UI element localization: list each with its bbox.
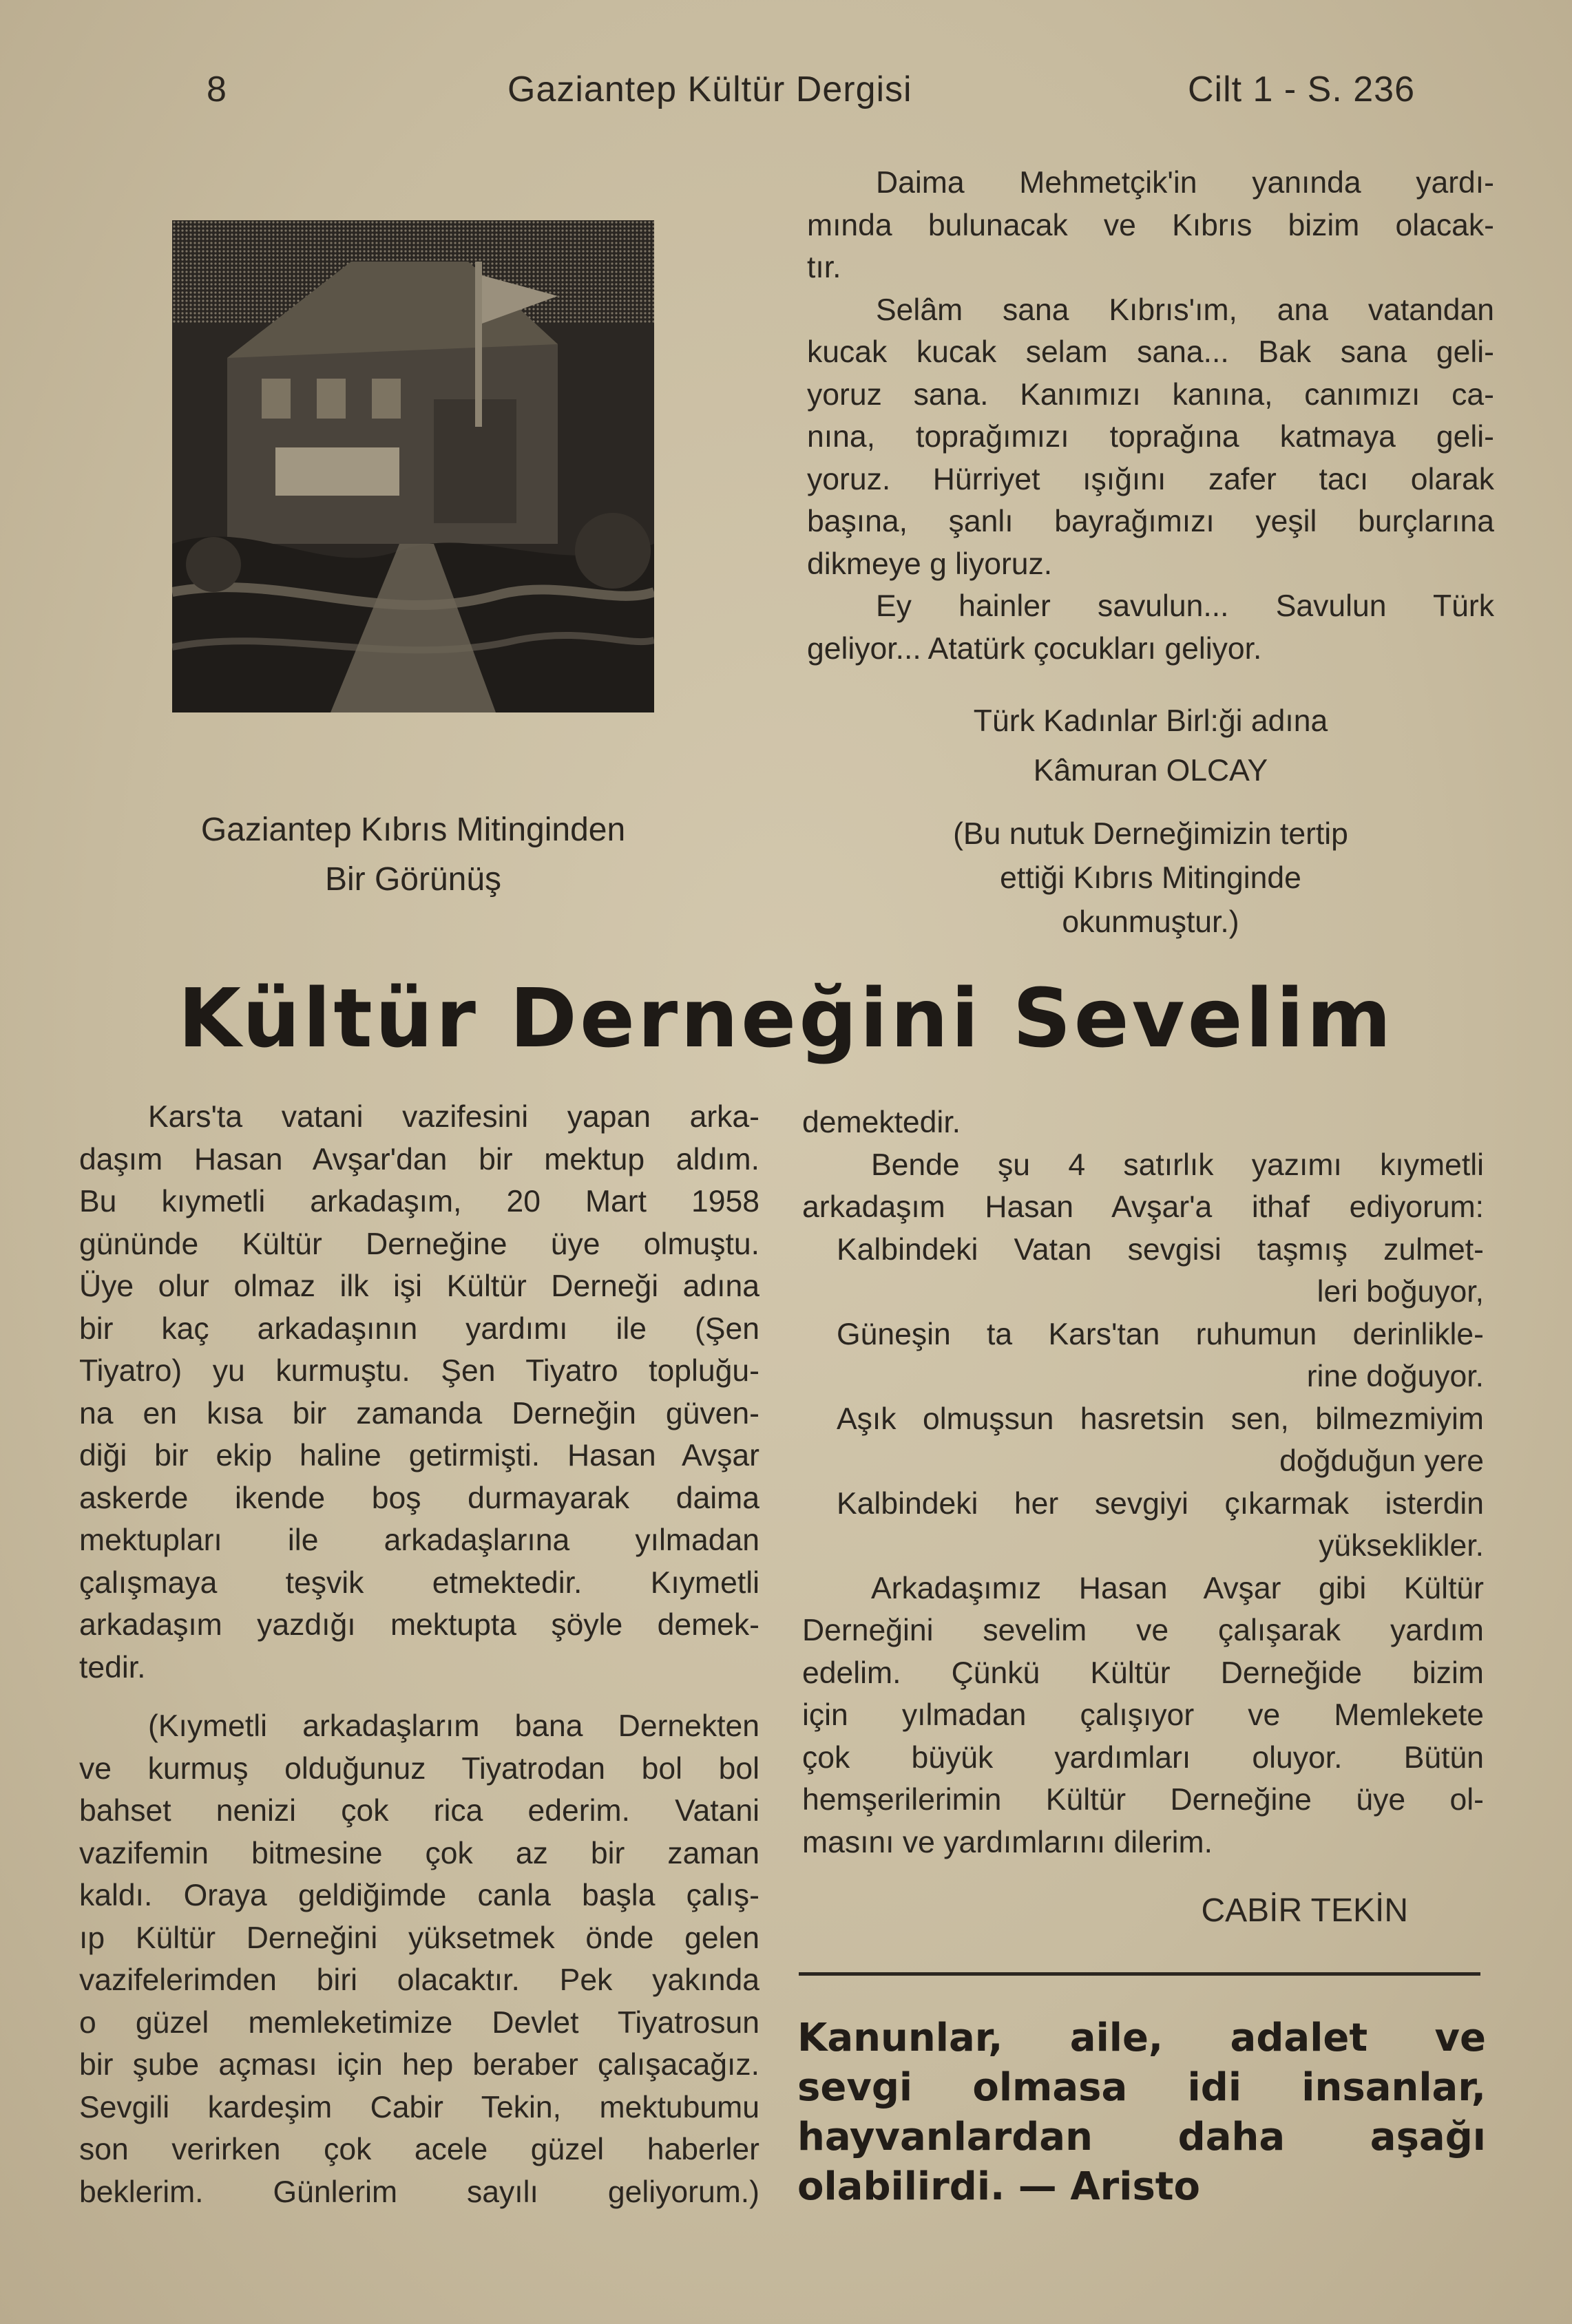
note-line: okunmuştur.) [1062, 905, 1239, 939]
note-line: (Bu nutuk Derneğimizin tertip [953, 817, 1348, 851]
article-title: Kültür Derneğini Sevelim [178, 971, 1394, 1066]
speech-line: geliyor... Atatürk çocukları geliyor. [807, 631, 1262, 666]
article-line: beklerim. Günlerim sayılı geliyorum.) [79, 2175, 759, 2209]
article-line: demektedir. [802, 1106, 961, 1139]
quote-line: Kanunlar, aile, adalet ve [797, 2016, 1486, 2060]
note-line: ettiği Kıbrıs Mitinginde [1000, 861, 1301, 895]
speech-line: yoruz. Hürriyet ışığını zafer tacı olarak [807, 462, 1494, 496]
poem-line: leri boğuyor, [1317, 1275, 1484, 1309]
article-line: hemşerilerimin Kültür Derneğine üye ol- [802, 1783, 1484, 1817]
journal-title: Gaziantep Kültür Dergisi [507, 70, 912, 109]
article-line: Tiyatro) yu kurmuştu. Şen Tiyatro topluğu- [79, 1354, 759, 1388]
article-line: edelim. Çünkü Kültür Derneğide bizim [802, 1656, 1484, 1690]
article-line: arkadaşım Hasan Avşar'a ithaf ediyorum: [802, 1190, 1484, 1224]
article-line: masını ve yardımlarını dilerim. [802, 1825, 1213, 1859]
speech-line: nına, toprağımızı toprağına katmaya geli- [807, 420, 1494, 454]
article-line: vazifemin bitmesine çok az bir zaman [79, 1836, 759, 1870]
article-line: gününde Kültür Derneğine üye olmuştu. [79, 1227, 759, 1261]
article-line: Bu kıymetli arkadaşım, 20 Mart 1958 [79, 1185, 759, 1218]
article-line: Sevgili kardeşim Cabir Tekin, mektubumu [79, 2090, 759, 2124]
poem-line: Kalbindeki her sevgiyi çıkarmak isterdin [837, 1486, 1484, 1521]
article-line: bir şube açması için hep beraber çalışacağız. [79, 2048, 759, 2082]
article-line: daşım Hasan Avşar'dan bir mektup aldım. [79, 1142, 759, 1176]
article-line: Derneğini sevelim ve çalışarak yardım [802, 1614, 1484, 1647]
article-line: o güzel memleketimize Devlet Tiyatrosun [79, 2005, 759, 2040]
article-line: kaldı. Oraya geldiğimde canla başla çalış- [79, 1879, 759, 1912]
article-line: son verirken çok acele güzel haberler [79, 2133, 759, 2166]
article-line: Kars'ta vatani vazifesini yapan arka- [148, 1100, 759, 1134]
poem-line: Güneşin ta Kars'tan ruhumun derinlikle- [837, 1317, 1484, 1351]
article-left-column [79, 1096, 759, 2213]
article-line: tedir. [79, 1650, 146, 1684]
issue-info: Cilt 1 - S. 236 [1188, 70, 1416, 109]
speech-line: Ey hainler savulun... Savulun Türk [876, 589, 1494, 623]
article-author: CABİR TEKİN [1201, 1892, 1408, 1929]
article-line: (Kıymetli arkadaşlarım bana Dernekten [148, 1709, 759, 1743]
poem-line: yükseklikler. [1319, 1529, 1484, 1563]
article-line: arkadaşım yazdığı mektupta şöyle demek- [79, 1608, 759, 1642]
article-line: çalışmaya teşvik etmektedir. Kıymetli [79, 1565, 759, 1600]
speech-line: dikmeye g liyoruz. [807, 547, 1053, 581]
article-line: bir kaç arkadaşının yardımı ile (Şen [79, 1311, 759, 1346]
speech-note [807, 812, 1494, 944]
speech-line: mında bulunacak ve Kıbrıs bizim olacak- [807, 208, 1494, 242]
speech-line: yoruz sana. Kanımızı kanına, canımızı ca- [807, 377, 1494, 412]
article-line: mektupları ile arkadaşlarına yılmadan [79, 1523, 759, 1557]
poem-line: rine doğuyor. [1306, 1360, 1484, 1393]
page-number: 8 [207, 70, 227, 109]
poem-line: doğduğun yere [1279, 1444, 1484, 1478]
article-line: Arkadaşımız Hasan Avşar gibi Kültür [871, 1571, 1484, 1605]
rally-photo-image [172, 220, 654, 712]
speech-line: Selâm sana Kıbrıs'ım, ana vatandan [876, 293, 1494, 327]
article-line: için yılmadan çalışıyor ve Memlekete [802, 1698, 1484, 1732]
speech-line: Daima Mehmetçik'in yanında yardı- [876, 166, 1494, 200]
poem-line: Kalbindeki Vatan sevgisi taşmış zulmet- [837, 1232, 1484, 1267]
photo-caption-line1: Gaziantep Kıbrıs Mitinginden [200, 812, 626, 848]
article-line: çok büyük yardımları oluyor. Bütün [802, 1740, 1484, 1775]
signature-org: Türk Kadınlar Birl:ği adına [973, 704, 1328, 738]
quote-line: sevgi olmasa idi insanlar, [797, 2065, 1486, 2110]
speech-text [807, 162, 1494, 670]
quote-line: hayvanlardan daha aşağı [797, 2115, 1486, 2159]
rally-photo [172, 220, 654, 712]
article-line: diği bir ekip haline getirmişti. Hasan Avşar [79, 1439, 759, 1472]
speech-line: başına, şanlı bayrağımızı yeşil burçlarına [807, 505, 1494, 538]
article-line: ve kurmuş olduğunuz Tiyatrodan bol bol [79, 1751, 759, 1786]
photo-caption-line2: Bir Görünüş [324, 861, 502, 898]
section-divider [799, 1972, 1480, 1976]
speech-signature [807, 697, 1494, 796]
speech-line: tır. [807, 251, 841, 284]
article-line: ıp Kültür Derneğini yüksetmek önde gelen [79, 1921, 759, 1955]
article-line: askerde ikende boş durmayarak daima [79, 1481, 759, 1515]
article-line: vazifelerimden biri olacaktır. Pek yakında [79, 1963, 759, 1997]
article-line: Üye olur olmaz ilk işi Kültür Derneği adına [79, 1269, 759, 1303]
aristotle-quote [797, 2014, 1486, 2212]
article-line: bahset nenizi çok rica ederim. Vatani [79, 1794, 759, 1828]
article-right-column [802, 1101, 1484, 1863]
signature-name: Kâmuran OLCAY [1033, 754, 1268, 788]
article-line: na en kısa bir zamanda Derneğin güven- [79, 1396, 759, 1430]
speech-line: kucak kucak selam sana... Bak sana geli- [807, 335, 1494, 369]
quote-line: olabilirdi. — Aristo [797, 2164, 1201, 2209]
article-line: Bende şu 4 satırlık yazımı kıymetli [871, 1148, 1484, 1182]
poem-line: Aşık olmuşsun hasretsin sen, bilmezmiyim [837, 1402, 1484, 1436]
